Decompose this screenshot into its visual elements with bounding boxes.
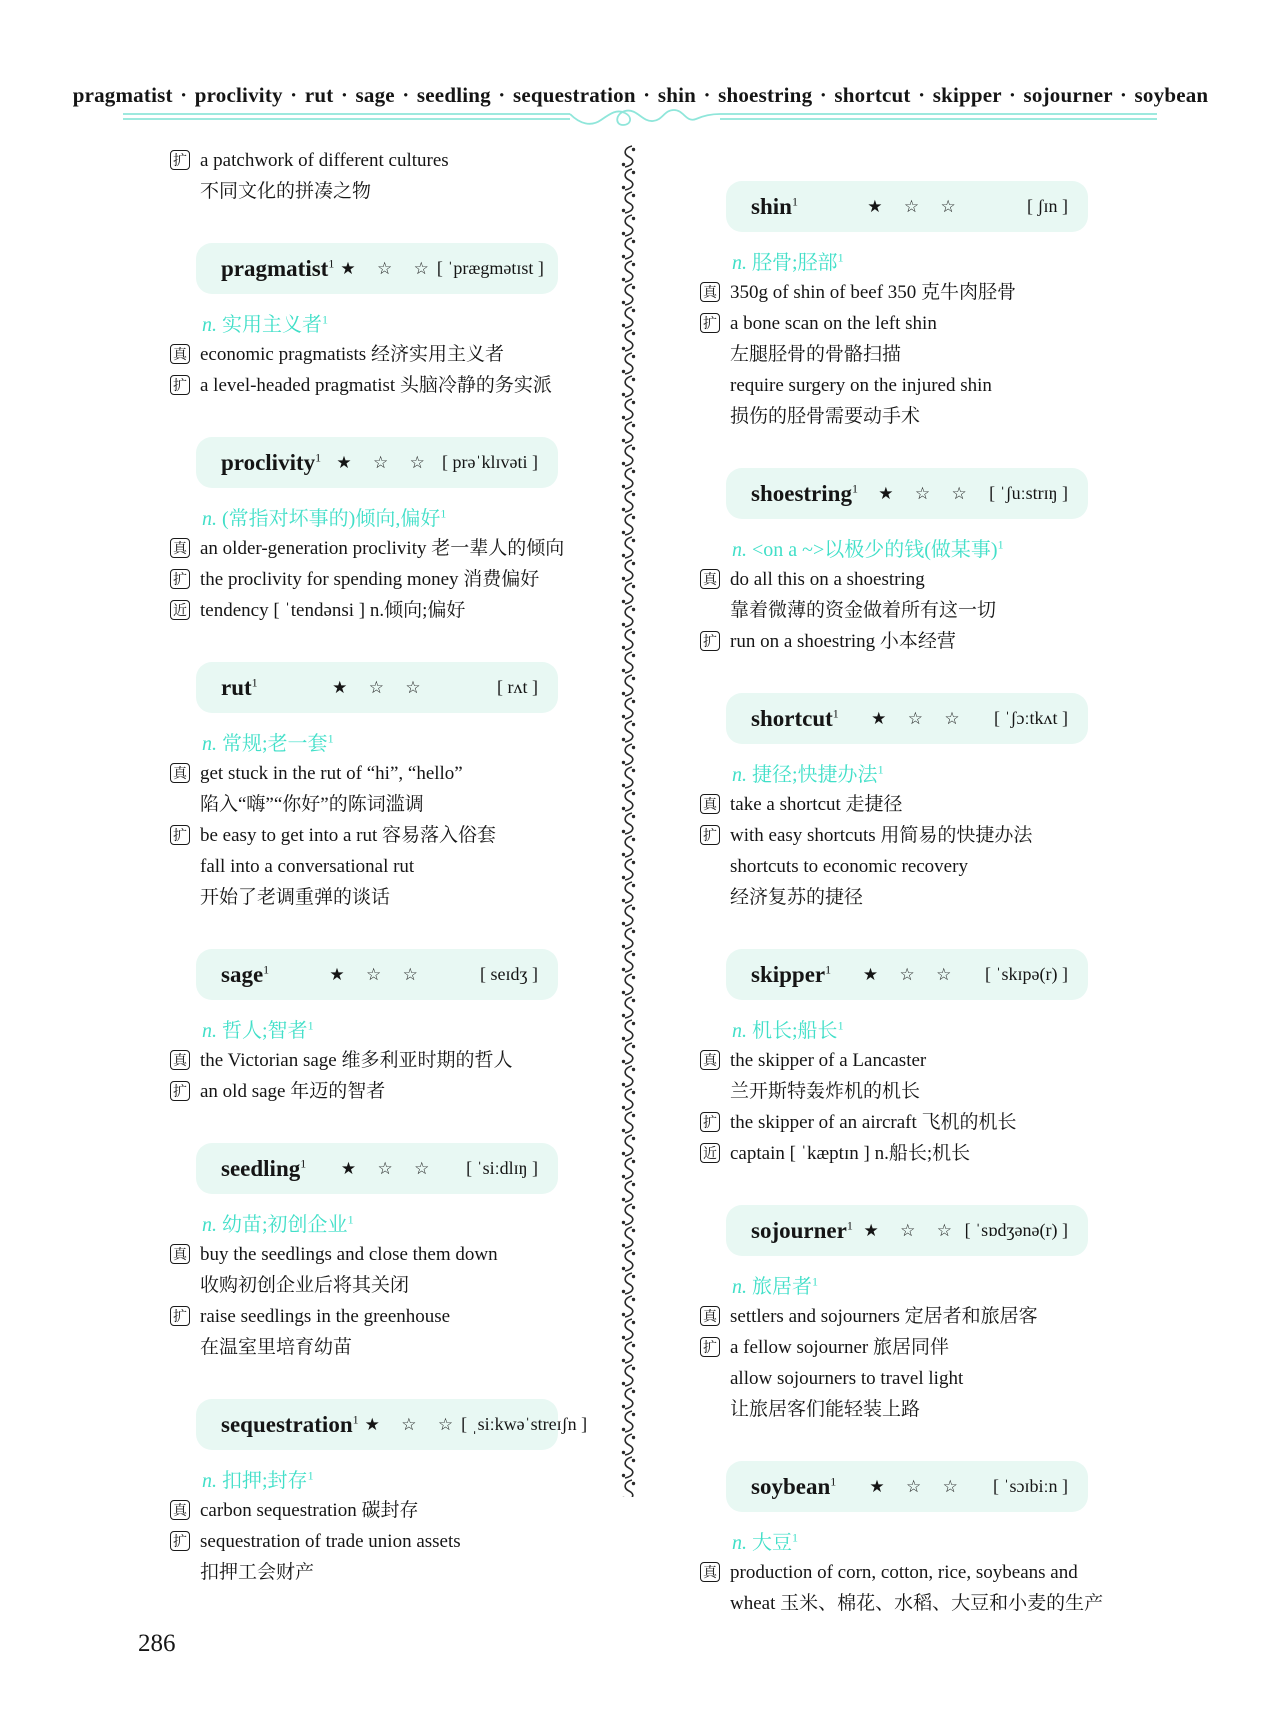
headword: shoestring$^1$ xyxy=(751,480,858,506)
real-exam-label: 真 xyxy=(170,1500,190,1520)
example-text: raise seedlings in the greenhouse xyxy=(200,1306,451,1327)
example-text: economic pragmatists 经济实用主义者 xyxy=(200,344,504,365)
example-text: with easy shortcuts 用简易的快捷办法 xyxy=(730,825,1033,846)
example-text: 收购初创企业后将其关闭 xyxy=(200,1275,410,1296)
extension-label: 扩 xyxy=(170,1306,190,1326)
definition-sense-number: 1 xyxy=(837,250,844,265)
example-line xyxy=(700,339,1136,370)
definition-text: 哲人;智者 xyxy=(222,1020,308,1042)
headword-sense-number: 1 xyxy=(846,1217,853,1232)
definition-sense-number: 1 xyxy=(440,506,447,521)
part-of-speech: n. xyxy=(202,733,217,755)
headword-sense-number: 1 xyxy=(791,193,798,208)
example-text: 在温室里培育幼苗 xyxy=(200,1337,353,1358)
definition-line xyxy=(732,533,1136,562)
pronunciation: [ prəˈklɪvəti ] xyxy=(442,452,538,472)
example-line xyxy=(170,851,606,882)
definition-line xyxy=(732,246,1136,275)
example-text: take a shortcut 走捷径 xyxy=(730,794,903,815)
pronunciation: [ ˈʃuːstrɪŋ ] xyxy=(989,483,1068,503)
headword-row xyxy=(196,437,558,488)
real-exam-label: 真 xyxy=(700,1562,720,1582)
real-exam-label: 真 xyxy=(170,1244,190,1264)
star-rating: ★ ☆ ☆ xyxy=(863,1220,960,1241)
headword-sense-number: 1 xyxy=(851,480,858,495)
definition-line xyxy=(202,727,606,756)
part-of-speech: n. xyxy=(202,1470,217,1492)
headword-sense-number: 1 xyxy=(251,674,258,689)
pronunciation: [ seɪdʒ ] xyxy=(480,964,538,984)
definition-text: 扣押;封存 xyxy=(222,1470,308,1492)
extension-label: 扩 xyxy=(170,1531,190,1551)
example-text: 扣押工会财产 xyxy=(200,1562,315,1583)
example-text: wheat 玉米、棉花、水稻、大豆和小麦的生产 xyxy=(730,1593,1104,1614)
definition-text: 常规;老一套 xyxy=(222,733,328,755)
extension-label: 扩 xyxy=(170,375,190,395)
headword-sense-number: 1 xyxy=(328,255,335,270)
example-text: the Victorian sage 维多利亚时期的哲人 xyxy=(200,1050,513,1071)
example-line xyxy=(170,370,606,401)
example-line xyxy=(170,820,606,851)
pronunciation: [ ˈsɒdʒənə(r) ] xyxy=(964,1220,1068,1240)
headword-row xyxy=(726,1461,1088,1512)
pronunciation: [ ˌsiːkwəˈstreɪʃn ] xyxy=(461,1414,588,1434)
example-text: require surgery on the injured shin xyxy=(730,375,992,396)
example-line xyxy=(170,1045,606,1076)
example-line xyxy=(700,851,1136,882)
example-line xyxy=(700,789,1136,820)
definition-line xyxy=(202,1014,606,1043)
example-line xyxy=(700,277,1136,308)
headword-row xyxy=(196,243,558,294)
definition-line xyxy=(202,1208,606,1237)
star-rating: ★ ☆ ☆ xyxy=(871,708,968,729)
headword: sojourner$^1$ xyxy=(751,1217,853,1243)
pronunciation: [ ˈsiːdlɪŋ ] xyxy=(466,1158,538,1178)
example-text: be easy to get into a rut 容易落入俗套 xyxy=(200,825,497,846)
example-text: 经济复苏的捷径 xyxy=(730,887,864,908)
example-line xyxy=(170,789,606,820)
definition-sense-number: 1 xyxy=(812,1274,818,1289)
definition-text: 旅居者 xyxy=(752,1276,812,1298)
headword-row xyxy=(726,693,1088,744)
definition-text: 幼苗;初创企业 xyxy=(222,1214,348,1236)
example-line xyxy=(170,564,606,595)
example-line xyxy=(700,1138,1136,1169)
real-exam-label: 真 xyxy=(170,344,190,364)
example-line xyxy=(170,1495,606,1526)
headword: rut$^1$ xyxy=(221,674,258,700)
example-line xyxy=(700,1557,1136,1588)
headword-row xyxy=(196,1143,558,1194)
example-text: a bone scan on the left shin xyxy=(730,313,937,334)
example-text: the skipper of an aircraft 飞机的机长 xyxy=(730,1112,1017,1133)
example-text: the skipper of a Lancaster xyxy=(730,1050,927,1071)
example-text: 左腿胫骨的骨骼扫描 xyxy=(730,344,902,365)
definition-sense-number: 1 xyxy=(347,1212,354,1227)
example-text: settlers and sojourners 定居者和旅居客 xyxy=(730,1306,1038,1327)
real-exam-label: 真 xyxy=(700,1306,720,1326)
real-exam-label: 真 xyxy=(170,1050,190,1070)
headword-row xyxy=(726,949,1088,1000)
example-line xyxy=(170,1332,606,1363)
example-line xyxy=(700,882,1136,913)
example-text: an older-generation proclivity 老一辈人的倾向 xyxy=(200,538,565,559)
headword-sense-number: 1 xyxy=(315,449,322,464)
example-line xyxy=(700,1045,1136,1076)
real-exam-label: 真 xyxy=(170,763,190,783)
extension-label: 扩 xyxy=(700,1112,720,1132)
example-text: 兰开斯特轰炸机的机长 xyxy=(730,1081,921,1102)
real-exam-label: 真 xyxy=(700,569,720,589)
pronunciation: [ ˈprægmətɪst ] xyxy=(436,258,544,278)
example-line xyxy=(170,1270,606,1301)
headword-row xyxy=(726,468,1088,519)
example-line xyxy=(170,595,606,626)
star-rating: ★ ☆ ☆ xyxy=(364,1414,462,1435)
definition-sense-number: 1 xyxy=(307,1018,314,1033)
example-text: 靠着微薄的资金做着所有这一切 xyxy=(730,600,997,621)
star-rating: ★ ☆ ☆ xyxy=(878,483,975,504)
example-line xyxy=(700,1332,1136,1363)
definition-text: 捷径;快捷办法 xyxy=(752,764,878,786)
extension-label: 扩 xyxy=(170,825,190,845)
headword-row xyxy=(726,1205,1088,1256)
part-of-speech: n. xyxy=(732,1020,747,1042)
example-text: get stuck in the rut of “hi”, “hello” xyxy=(200,763,463,784)
extension-label: 扩 xyxy=(700,313,720,333)
headword-sense-number: 1 xyxy=(352,1411,359,1426)
example-text: a fellow sojourner 旅居同伴 xyxy=(730,1337,949,1358)
real-exam-label: 真 xyxy=(700,282,720,302)
extension-label: 扩 xyxy=(700,825,720,845)
definition-text: 胫骨;胫部 xyxy=(752,252,838,274)
star-rating: ★ ☆ ☆ xyxy=(862,964,960,985)
left-column xyxy=(170,145,606,1588)
definition-line xyxy=(732,1526,1136,1555)
star-rating: ★ ☆ ☆ xyxy=(340,1158,438,1179)
headword: seedling$^1$ xyxy=(221,1155,307,1181)
example-line xyxy=(700,1076,1136,1107)
definition-text: 机长;船长 xyxy=(752,1020,838,1042)
example-line xyxy=(170,1526,606,1557)
definition-sense-number: 1 xyxy=(792,1530,798,1545)
definition-sense-number: 1 xyxy=(307,1468,314,1483)
definition-line xyxy=(732,1014,1136,1043)
example-text: a level-headed pragmatist 头脑冷静的务实派 xyxy=(200,375,552,396)
definition-text: (常指对坏事的)倾向,偏好 xyxy=(222,508,441,530)
part-of-speech: n. xyxy=(732,1532,747,1554)
example-line xyxy=(700,1394,1136,1425)
example-line xyxy=(170,1076,606,1107)
example-line xyxy=(170,1557,606,1588)
example-line xyxy=(700,564,1136,595)
part-of-speech: n. xyxy=(732,539,747,561)
headword: shin$^1$ xyxy=(751,193,798,219)
example-text: 开始了老调重弹的谈话 xyxy=(200,887,391,908)
example-line xyxy=(700,370,1136,401)
example-text: the proclivity for spending money 消费偏好 xyxy=(200,569,540,590)
example-line xyxy=(700,626,1136,657)
example-line xyxy=(170,533,606,564)
example-text: tendency [ ˈtendənsi ] n.倾向;偏好 xyxy=(200,600,466,621)
part-of-speech: n. xyxy=(732,252,747,274)
extension-label: 扩 xyxy=(170,569,190,589)
example-text: an old sage 年迈的智者 xyxy=(200,1081,386,1102)
example-text: carbon sequestration 碳封存 xyxy=(200,1500,419,1521)
definition-sense-number: 1 xyxy=(997,537,1004,552)
example-text: 陷入“嗨”“你好”的陈词滥调 xyxy=(200,794,424,815)
synonym-label: 近 xyxy=(700,1143,720,1163)
pronunciation: [ ˈskɪpə(r) ] xyxy=(985,964,1068,984)
star-rating: ★ ☆ ☆ xyxy=(332,677,429,698)
example-text: allow sojourners to travel light xyxy=(730,1368,964,1389)
star-rating: ★ ☆ ☆ xyxy=(340,258,437,279)
page-number: 286 xyxy=(138,1630,176,1657)
example-line xyxy=(700,1301,1136,1332)
star-rating: ★ ☆ ☆ xyxy=(869,1476,966,1497)
headword-row xyxy=(196,1399,588,1450)
real-exam-label: 真 xyxy=(170,538,190,558)
star-rating: ★ ☆ ☆ xyxy=(336,452,433,473)
star-rating: ★ ☆ ☆ xyxy=(329,964,426,985)
definition-line xyxy=(732,1270,1136,1299)
definition-text: 大豆 xyxy=(752,1532,792,1554)
example-line xyxy=(700,401,1136,432)
example-line xyxy=(170,1301,606,1332)
real-exam-label: 真 xyxy=(700,794,720,814)
headword-row xyxy=(196,662,558,713)
example-text: 不同文化的拼凑之物 xyxy=(200,181,372,202)
headword-sense-number: 1 xyxy=(263,961,270,976)
pronunciation: [ ˈsɔɪbiːn ] xyxy=(993,1476,1068,1496)
example-line xyxy=(700,1363,1136,1394)
definition-text: 实用主义者 xyxy=(222,314,322,336)
example-text: a patchwork of different cultures xyxy=(200,150,449,171)
pronunciation: [ rʌt ] xyxy=(497,677,538,697)
example-text: sequestration of trade union assets xyxy=(200,1531,461,1552)
definition-sense-number: 1 xyxy=(322,312,328,327)
column-divider-ornament xyxy=(620,145,638,1497)
headword: sage$^1$ xyxy=(221,961,270,987)
example-text: run on a shoestring 小本经营 xyxy=(730,631,956,652)
pronunciation: [ ʃɪn ] xyxy=(1027,196,1068,216)
example-text: 让旅居客们能轻装上路 xyxy=(730,1399,921,1420)
definition-text: <on a ~>以极少的钱(做某事) xyxy=(752,539,998,561)
definition-sense-number: 1 xyxy=(327,731,334,746)
headword-sense-number: 1 xyxy=(825,961,832,976)
example-line xyxy=(170,882,606,913)
synonym-label: 近 xyxy=(170,600,190,620)
extension-label: 扩 xyxy=(700,1337,720,1357)
part-of-speech: n. xyxy=(202,1214,217,1236)
headword: shortcut$^1$ xyxy=(751,705,839,731)
pronunciation: [ ˈʃɔːtkʌt ] xyxy=(994,708,1068,728)
part-of-speech: n. xyxy=(202,314,217,336)
definition-sense-number: 1 xyxy=(877,762,884,777)
headword: pragmatist$^1$ xyxy=(221,255,335,281)
example-text: shortcuts to economic recovery xyxy=(730,856,968,877)
headword: proclivity$^1$ xyxy=(221,449,322,475)
part-of-speech: n. xyxy=(732,1276,747,1298)
example-line xyxy=(170,758,606,789)
header-rule-ornament xyxy=(123,106,1157,128)
definition-sense-number: 1 xyxy=(837,1018,844,1033)
example-text: 损伤的胫骨需要动手术 xyxy=(730,406,921,427)
real-exam-label: 真 xyxy=(700,1050,720,1070)
star-rating: ★ ☆ ☆ xyxy=(867,196,964,217)
definition-line xyxy=(732,758,1136,787)
extension-label: 扩 xyxy=(170,1081,190,1101)
example-text: fall into a conversational rut xyxy=(200,856,415,877)
example-text: captain [ ˈkæptɪn ] n.船长;机长 xyxy=(730,1143,971,1164)
headword-row xyxy=(726,181,1088,232)
page-header-word-list: pragmatist · proclivity · rut · sage · seedling · sequestration · shin · shoestring · shortcut · skipper · sojourner · soybean xyxy=(72,83,1209,107)
headword-row xyxy=(196,949,558,1000)
example-text: do all this on a shoestring xyxy=(730,569,925,590)
example-text: buy the seedlings and close them down xyxy=(200,1244,498,1265)
definition-line xyxy=(202,1464,606,1493)
right-column xyxy=(700,145,1136,1619)
headword: skipper$^1$ xyxy=(751,961,832,987)
headword-sense-number: 1 xyxy=(300,1155,307,1170)
headword: sequestration$^1$ xyxy=(221,1411,359,1437)
extension-label: 扩 xyxy=(700,631,720,651)
part-of-speech: n. xyxy=(202,1020,217,1042)
headword-sense-number: 1 xyxy=(832,705,839,720)
example-line xyxy=(170,145,606,176)
example-line xyxy=(700,1588,1136,1619)
example-text: production of corn, cotton, rice, soybeans and xyxy=(730,1562,1078,1583)
definition-line xyxy=(202,308,606,337)
definition-line xyxy=(202,502,606,531)
headword: soybean$^1$ xyxy=(751,1473,837,1499)
headword-sense-number: 1 xyxy=(830,1473,837,1488)
example-line xyxy=(170,176,606,207)
example-line xyxy=(170,1239,606,1270)
example-line xyxy=(170,339,606,370)
example-text: 350g of shin of beef 350 克牛肉胫骨 xyxy=(730,282,1017,303)
extension-label: 扩 xyxy=(170,150,190,170)
example-line xyxy=(700,595,1136,626)
example-line xyxy=(700,820,1136,851)
part-of-speech: n. xyxy=(202,508,217,530)
part-of-speech: n. xyxy=(732,764,747,786)
example-line xyxy=(700,1107,1136,1138)
example-line xyxy=(700,308,1136,339)
